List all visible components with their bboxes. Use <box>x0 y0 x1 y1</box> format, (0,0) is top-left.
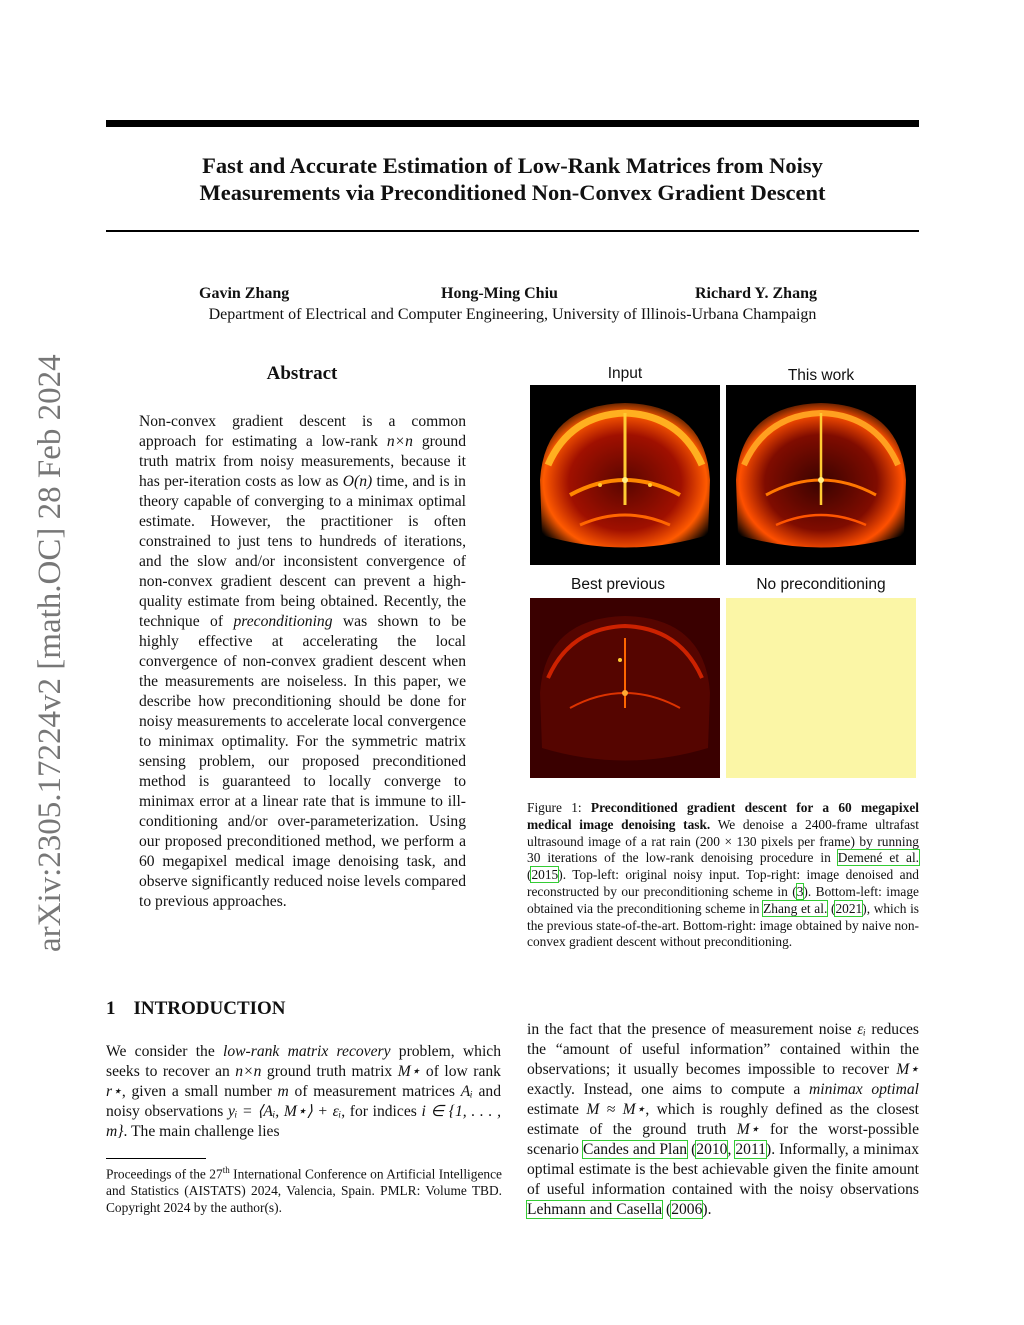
title-rule <box>106 230 919 232</box>
introduction-continued: in the fact that the presence of measurement noise εᵢ reduces the “amount of useful information” contained within the observations; it usually becomes impossible to recover M⋆ exactly. Instead, one aims to compute a minimax optimal estimate M ≈ M⋆, which is roughly defined as the closest estimate of the ground truth M⋆ for the worst-possible scenario Candes and Plan (2010, 2011). Informally, a minimax optimal estimate is the best achievable given the finite amount of useful information contained with the noisy observations Lehmann and Casella (2006). <box>527 1021 920 1218</box>
section-heading-introduction: 1 INTRODUCTION <box>106 998 286 1019</box>
citation-candes-plan-2011[interactable]: 2011 <box>735 1141 766 1158</box>
title-line-2: Measurements via Preconditioned Non-Convex Gradient Descent <box>199 180 826 205</box>
panel-no-preconditioning-image <box>726 598 916 778</box>
author-3: Richard Y. Zhang <box>695 285 817 302</box>
citation-zhang-year[interactable]: 2021 <box>835 900 863 916</box>
paper-title <box>106 152 919 206</box>
panel-label-no-preconditioning: No preconditioning <box>756 576 886 593</box>
panel-label-this-work: This work <box>787 367 855 384</box>
figure-caption: Figure 1: Preconditioned gradient descent for a 60 megapixel medical image denoising task. We denoise a 2400-frame ultrafast ultrasound image of a rat rain (200 × 130 pixels per frame) by running 30 iterations of the low-rank denoising procedure in Demené et al. (2015). Top-left: original noisy input. Top-right: image denoised and reconstructed by our preconditioning scheme in (3). Bottom-left: image obtained via the preconditioning scheme in Zhang et al. (2021), which is the previous state-of-the-art. Bottom-right: image obtained by naive non-convex gradient descent without preconditioning. <box>527 800 920 950</box>
arxiv-identifier[interactable]: arXiv:2305.17224v2 [math.OC] 28 Feb 2024 <box>32 354 68 952</box>
citation-lehmann-casella-year[interactable]: 2006 <box>671 1201 703 1218</box>
citation-zhang[interactable]: Zhang et al. <box>763 900 828 916</box>
author-1: Gavin Zhang <box>199 285 290 302</box>
panel-input-image <box>530 385 720 565</box>
introduction-paragraph: We consider the low-rank matrix recovery problem, which seeks to recover an n×n ground truth matrix M⋆ of low rank r⋆, given a small number m of measurement matrices Aᵢ and noisy observations yᵢ = ⟨Aᵢ, M⋆⟩ + εᵢ, for indices i ∈ {1, . . . , m}. The main challenge lies <box>106 1043 501 1140</box>
author-2: Hong-Ming Chiu <box>441 285 558 302</box>
equation-ref-3[interactable]: 3 <box>796 883 804 899</box>
panel-best-previous-image <box>530 598 720 778</box>
top-rule <box>106 120 919 127</box>
panel-this-work-image <box>726 385 916 565</box>
panel-label-input: Input <box>607 365 643 382</box>
panel-label-best-previous: Best previous <box>571 576 665 593</box>
citation-demene-year[interactable]: 2015 <box>531 867 559 883</box>
citation-candes-plan[interactable]: Candes and Plan <box>582 1141 688 1158</box>
abstract-body: Non-convex gradient descent is a common approach for estimating a low-rank n×n ground truth matrix from noisy measurements, because it has per-iteration costs as low as O(n) time, and is in theory capable of converging to a minimax optimal estimate. However, the practitioner is often constrained to just tens to hundreds of iterations, and the slow and/or inconsistent convergence of non-convex gradient descent can prevent a high-quality estimate from being obtained. Recently, the technique of preconditioning was shown to be highly effective at accelerating the local convergence of non-convex gradient descent when the measurements are noiseless. In this paper, we describe how preconditioning should be done for noisy measurements to accelerate local convergence to minimax optimality. For the symmetric matrix sensing problem, our proposed preconditioned method is guaranteed to locally converge to minimax error at a linear rate that is immune to ill-conditioning and/or over-parameterization. Using our proposed preconditioned method, we perform a 60 megapixel medical image denoising task, and observe significantly reduced noise levels compared to previous approaches. <box>139 413 466 910</box>
citation-demene[interactable]: Demené et al. <box>837 850 920 866</box>
title-line-1: Fast and Accurate Estimation of Low-Rank Matrices from Noisy <box>202 153 823 178</box>
affiliation: Department of Electrical and Computer Engineering, University of Illinois-Urbana Champaign <box>208 306 817 323</box>
abstract-heading: Abstract <box>266 363 338 384</box>
citation-lehmann-casella[interactable]: Lehmann and Casella <box>527 1201 663 1218</box>
citation-candes-plan-2010[interactable]: 2010 <box>696 1141 728 1158</box>
footnote: Proceedings of the 27th International Conference on Artificial Intelligence and Statistics (AISTATS) 2024, Valencia, Spain. PMLR: Volume TBD. Copyright 2024 by the author(s). <box>106 1165 502 1216</box>
footnote-rule <box>106 1158 206 1159</box>
